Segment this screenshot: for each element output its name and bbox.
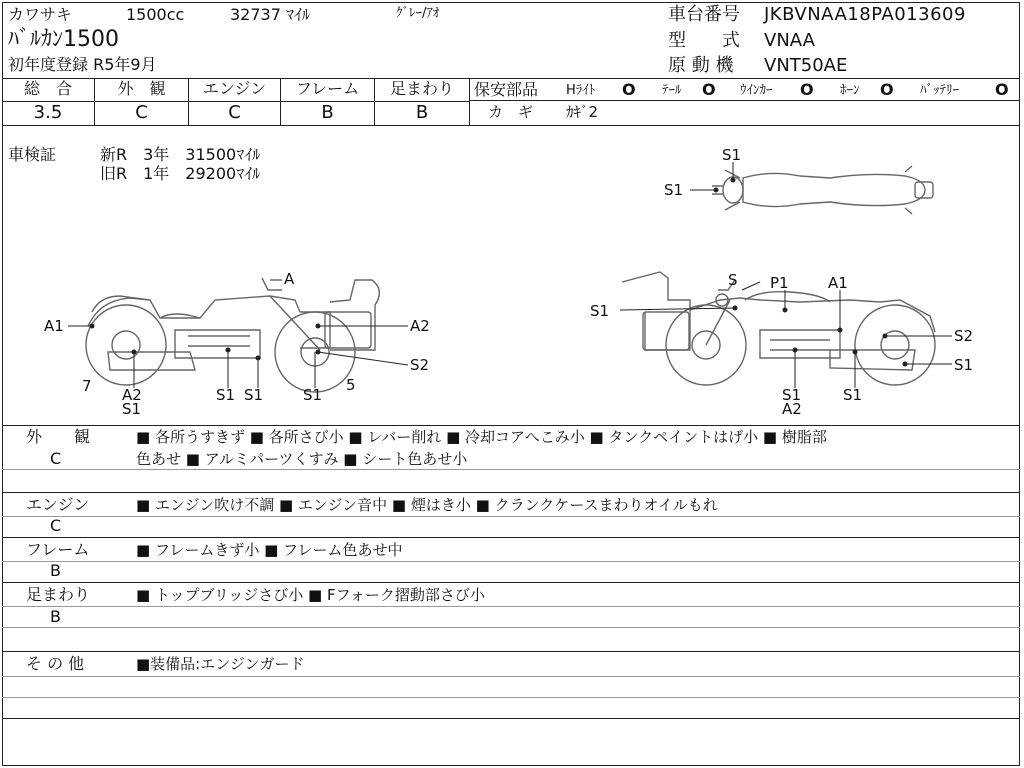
left-label-a2: A2 <box>410 317 430 335</box>
top-label-s1-a: S1 <box>722 146 742 164</box>
remark-engine-label: エンジン <box>26 495 90 514</box>
displacement: 1500cc <box>126 5 185 24</box>
right-label-a2: A2 <box>782 400 802 418</box>
left-label-s1d: S1 <box>303 386 323 404</box>
key-value: ｶｷﾞ2 <box>566 103 599 121</box>
left-label-a1: A1 <box>44 317 64 335</box>
safety-item-winker: ｳｲﾝｶｰ <box>740 83 773 98</box>
inspection-label: 車検証 <box>8 145 57 164</box>
left-view-bike <box>86 278 379 392</box>
remark-exterior-grade: C <box>50 449 62 468</box>
model-name: ﾊﾞﾙｶﾝ1500 <box>8 27 119 52</box>
inspection-new: 新R 3年 31500ﾏｲﾙ <box>100 145 261 164</box>
left-label-a: A <box>284 270 295 288</box>
engine-value: VNT50AE <box>764 55 848 76</box>
grade-exterior-label: 外 観 <box>117 79 166 98</box>
safety-mark-tail: O <box>702 80 716 99</box>
grade-overall-value: 3.5 <box>33 102 63 123</box>
remark-engine-line1: ■ エンジン吹け不調 ■ エンジン音中 ■ 煙はき小 ■ クランクケースまわりオイルもれ <box>136 496 718 514</box>
left-label-s2: S2 <box>410 356 430 374</box>
right-label-s1c: S1 <box>782 386 802 404</box>
left-label-a2b: A2 <box>122 386 142 404</box>
grade-engine-label: エンジン <box>202 79 267 98</box>
chassis-label: 車台番号 <box>668 4 740 25</box>
safety-mark-battery: O <box>995 80 1009 99</box>
key-label: カ ギ <box>488 103 534 121</box>
remark-exterior-line1: ■ 各所うすきず ■ 各所さび小 ■ レバー削れ ■ 冷却コアへこみ小 ■ タンクペイントはげ小 ■ 樹脂部 <box>136 428 827 446</box>
type-value: VNAA <box>764 30 815 51</box>
inspection-old: 旧R 1年 29200ﾏｲﾙ <box>100 164 261 183</box>
remark-suspension-grade: B <box>50 607 61 626</box>
remark-exterior-label: 外 観 <box>26 427 91 446</box>
chassis-number: JKBVNAA18PA013609 <box>764 4 966 25</box>
remark-exterior-line2: 色あせ ■ アルミパーツくすみ ■ シート色あせ小 <box>136 450 468 468</box>
grade-frame-value: B <box>321 102 334 123</box>
type-label: 型 式 <box>668 30 740 51</box>
safety-mark-headlight: O <box>622 80 636 99</box>
safety-item-headlight: Hﾗｲﾄ <box>566 83 596 98</box>
remark-other-label: そ の 他 <box>26 654 85 673</box>
safety-label: 保安部品 <box>474 80 539 99</box>
safety-mark-horn: O <box>880 80 894 99</box>
right-label-s2: S2 <box>954 327 974 345</box>
right-label-s: S <box>728 271 738 289</box>
left-label-s1b: S1 <box>216 386 236 404</box>
left-label-s1c: S1 <box>244 386 264 404</box>
safety-item-tail: ﾃｰﾙ <box>662 83 682 98</box>
top-view-bike <box>712 166 933 214</box>
safety-item-horn: ﾎｰﾝ <box>840 83 860 98</box>
left-label-7: 7 <box>82 377 92 395</box>
engine-label: 原 動 機 <box>668 55 734 76</box>
left-label-5: 5 <box>346 376 356 394</box>
grade-frame-label: フレーム <box>295 79 360 98</box>
first-registration: 初年度登録 R5年9月 <box>8 55 157 74</box>
remark-suspension-label: 足まわり <box>26 585 91 604</box>
remark-engine-grade: C <box>50 516 62 535</box>
remark-frame-grade: B <box>50 561 61 580</box>
top-label-s1-b: S1 <box>664 181 684 199</box>
mileage: 32737 ﾏｲﾙ <box>230 5 310 24</box>
maker: カワサキ <box>8 5 73 24</box>
safety-item-battery: ﾊﾞｯﾃﾘｰ <box>920 83 959 98</box>
grade-suspension-value: B <box>415 102 429 123</box>
remark-frame-label: フレーム <box>26 540 90 559</box>
remark-other-line1: ■装備品:エンジンガード <box>136 655 305 673</box>
damage-diagram <box>0 126 1024 424</box>
grade-engine-value: C <box>228 102 241 123</box>
remark-frame-line1: ■ フレームきず小 ■ フレーム色あせ中 <box>136 541 403 559</box>
right-label-a1: A1 <box>828 274 848 292</box>
right-label-s1d: S1 <box>843 386 863 404</box>
color: ｸﾞﾚｰ/ｱｵ <box>396 6 440 21</box>
right-label-s1a: S1 <box>590 302 610 320</box>
right-label-s1b: S1 <box>954 356 974 374</box>
grade-exterior-value: C <box>135 102 148 123</box>
grade-overall-label: 総 合 <box>23 79 72 98</box>
safety-mark-winker: O <box>800 80 814 99</box>
left-label-s1a: S1 <box>122 400 142 418</box>
remark-suspension-line1: ■ トップブリッジさび小 ■ Fフォーク摺動部さび小 <box>136 586 485 604</box>
right-label-p1: P1 <box>770 274 789 292</box>
grade-suspension-label: 足まわり <box>389 79 454 98</box>
